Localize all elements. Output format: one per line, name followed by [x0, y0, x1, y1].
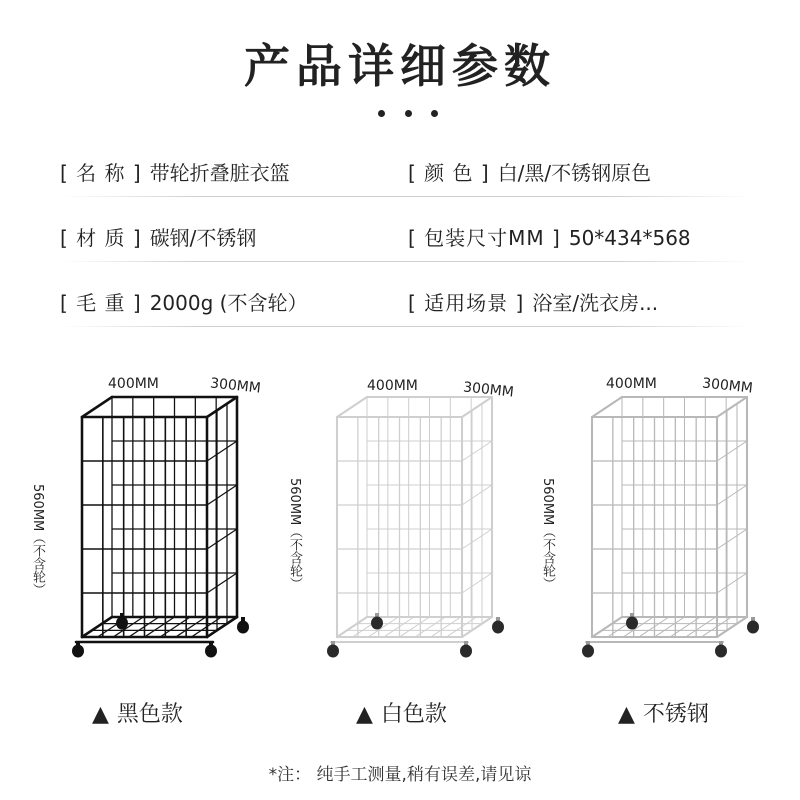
laundry-basket-white-image: [285, 372, 525, 672]
caption-white: [356, 697, 447, 728]
measurement-note: *注： 纯手工测量,稍有误差,请见谅: [268, 765, 532, 785]
spec-name-label: [ 名 称 ]: [60, 161, 142, 185]
spec-weight-label: [ 毛 重 ]: [60, 291, 142, 315]
product-stainless-basket: [540, 372, 780, 672]
row-divider: [60, 196, 750, 197]
spec-color-value: 白/黑/不锈钢原色: [497, 161, 652, 185]
caster-wheel: [205, 645, 217, 658]
depth-dimension-label: 300MM: [462, 379, 515, 401]
spec-material: [60, 222, 256, 251]
caster-wheel: [460, 645, 472, 658]
spec-scene-value: 浴室/洗衣房...: [532, 291, 659, 315]
caption-black: [92, 697, 183, 728]
spec-package-label: [ 包装尺寸MM ]: [408, 226, 561, 250]
spec-color: [408, 157, 651, 186]
height-value: 560MM: [30, 484, 45, 532]
spec-name: [60, 157, 290, 186]
spec-row-weight-scene: [60, 277, 750, 327]
depth-dimension-label: 300MM: [209, 375, 262, 397]
spec-row-material-package: [60, 212, 750, 262]
triangle-up-icon: ▲: [92, 702, 109, 727]
spec-package: [408, 222, 691, 251]
caster-wheel: [371, 617, 383, 630]
caption-black-label: 黑色款: [116, 702, 183, 727]
caption-stainless-label: 不锈钢: [642, 702, 709, 727]
caster-wheel: [582, 645, 594, 658]
height-value: 560MM: [287, 478, 302, 526]
triangle-up-icon: ▲: [618, 702, 635, 727]
caster-wheel: [747, 621, 759, 634]
page-title: 产品详细参数: [244, 39, 556, 93]
triangle-up-icon: ▲: [356, 702, 373, 727]
spec-material-label: [ 材 质 ]: [60, 226, 142, 250]
spec-name-value: 带轮折叠脏衣篮: [149, 161, 290, 185]
spec-package-value: 50*434*568: [568, 226, 691, 250]
caster-wheel: [492, 621, 504, 634]
caption-white-label: 白色款: [380, 702, 447, 727]
row-divider: [60, 261, 750, 262]
height-note: （不含轮）: [540, 525, 555, 591]
laundry-basket-black-image: [30, 372, 270, 672]
width-dimension-label: 400MM: [108, 376, 159, 392]
height-note: （不含轮）: [30, 531, 45, 597]
spec-weight: [60, 287, 307, 316]
depth-dimension-label: 300MM: [701, 375, 754, 397]
caster-wheel: [116, 617, 128, 630]
divider-dots: [378, 110, 438, 120]
spec-row-name-color: [60, 147, 750, 197]
spec-material-value: 碳钢/不锈钢: [149, 226, 257, 250]
spec-scene: [408, 287, 658, 316]
caster-wheel: [715, 645, 727, 658]
caster-wheel: [72, 645, 84, 658]
height-note: （不含轮）: [287, 525, 302, 591]
caster-wheel: [626, 617, 638, 630]
spec-weight-value: 2000g (不含轮）: [149, 291, 308, 315]
row-divider: [60, 326, 750, 327]
spec-scene-label: [ 适用场景 ]: [408, 291, 525, 315]
width-dimension-label: 400MM: [367, 378, 418, 394]
laundry-basket-stainless-image: [540, 372, 780, 672]
caster-wheel: [327, 645, 339, 658]
width-dimension-label: 400MM: [606, 376, 657, 392]
product-white-basket: [285, 372, 525, 672]
caption-stainless: [618, 697, 709, 728]
height-value: 560MM: [540, 478, 555, 526]
spec-color-label: [ 颜 色 ]: [408, 161, 490, 185]
product-black-basket: [30, 372, 270, 672]
caster-wheel: [237, 621, 249, 634]
